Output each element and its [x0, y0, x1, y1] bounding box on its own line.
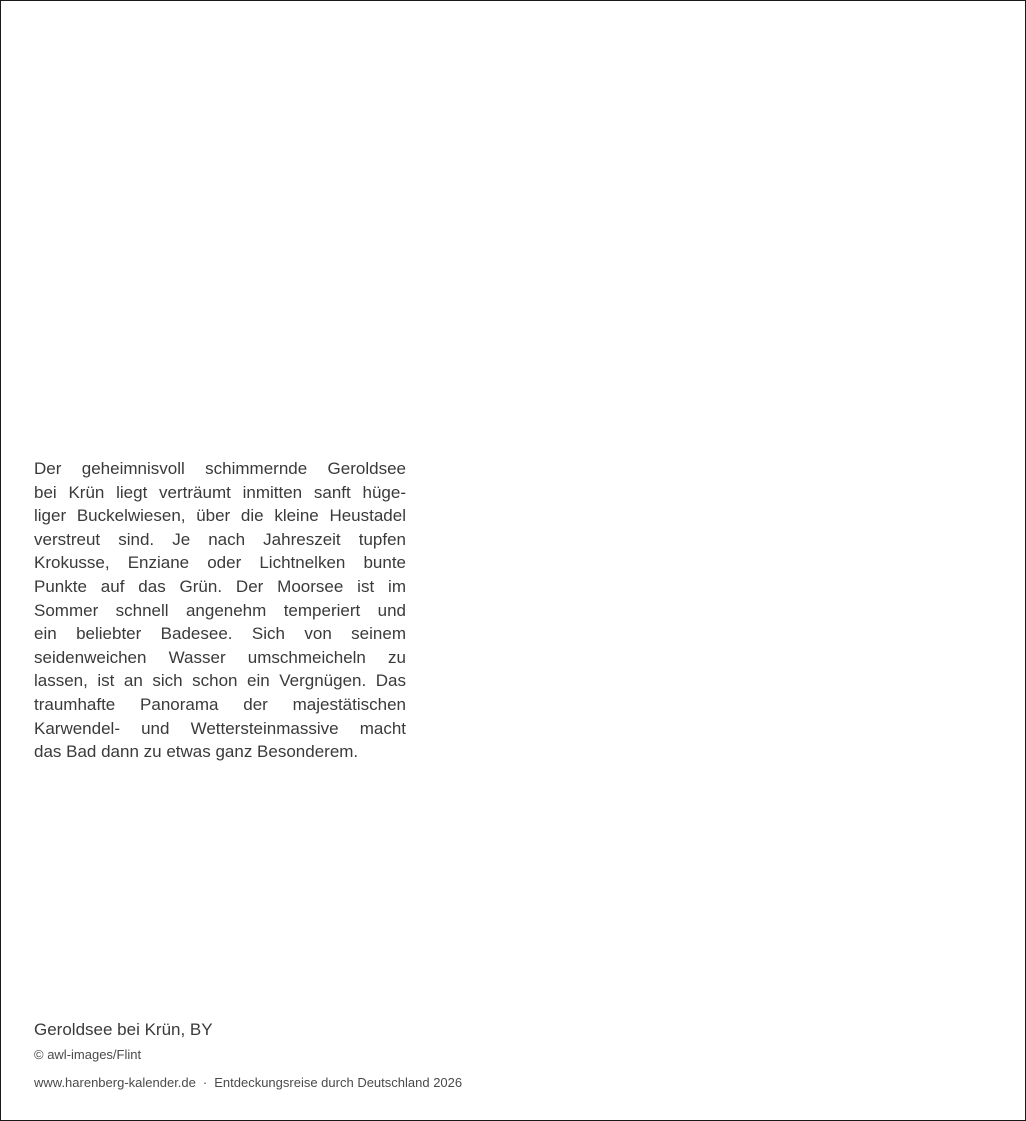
photo-caption: Geroldsee bei Krün, BY: [34, 1020, 213, 1039]
description-line: lassen, ist an sich schon ein Vergnügen. Das: [34, 671, 406, 691]
description-line: ein beliebter Badesee. Sich von seinem: [34, 624, 406, 644]
description-line: traumhafte Panorama der majestätischen: [34, 694, 406, 714]
description-text: [34, 457, 406, 764]
description-line: Sommer schnell angenehm temperiert und: [34, 600, 406, 620]
description-line: verstreut sind. Je nach Jahreszeit tupfen: [34, 529, 406, 549]
description-line: bei Krün liegt verträumt inmitten sanft hüge-: [34, 482, 406, 502]
description-line: Krokusse, Enziane oder Lichtnelken bunte: [34, 553, 406, 573]
description-line: Punkte auf das Grün. Der Moorsee ist im: [34, 576, 406, 596]
footer-separator: ·: [202, 1075, 208, 1090]
footer: [34, 1074, 462, 1091]
description-line: seidenweichen Wasser umschmeicheln zu: [34, 647, 406, 667]
description-line: das Bad dann zu etwas ganz Besonderem.: [34, 742, 359, 762]
website-link[interactable]: www.harenberg-kalender.de: [34, 1075, 196, 1090]
description-line: Karwendel- und Wettersteinmassive macht: [34, 718, 406, 738]
photo-credit: © awl-images/Flint: [34, 1047, 142, 1062]
description-line: Der geheimnisvoll schimmernde Geroldsee: [34, 459, 406, 478]
description-line: liger Buckelwiesen, über die kleine Heustadel: [34, 506, 406, 526]
product-title: Entdeckungsreise durch Deutschland 2026: [214, 1075, 463, 1090]
